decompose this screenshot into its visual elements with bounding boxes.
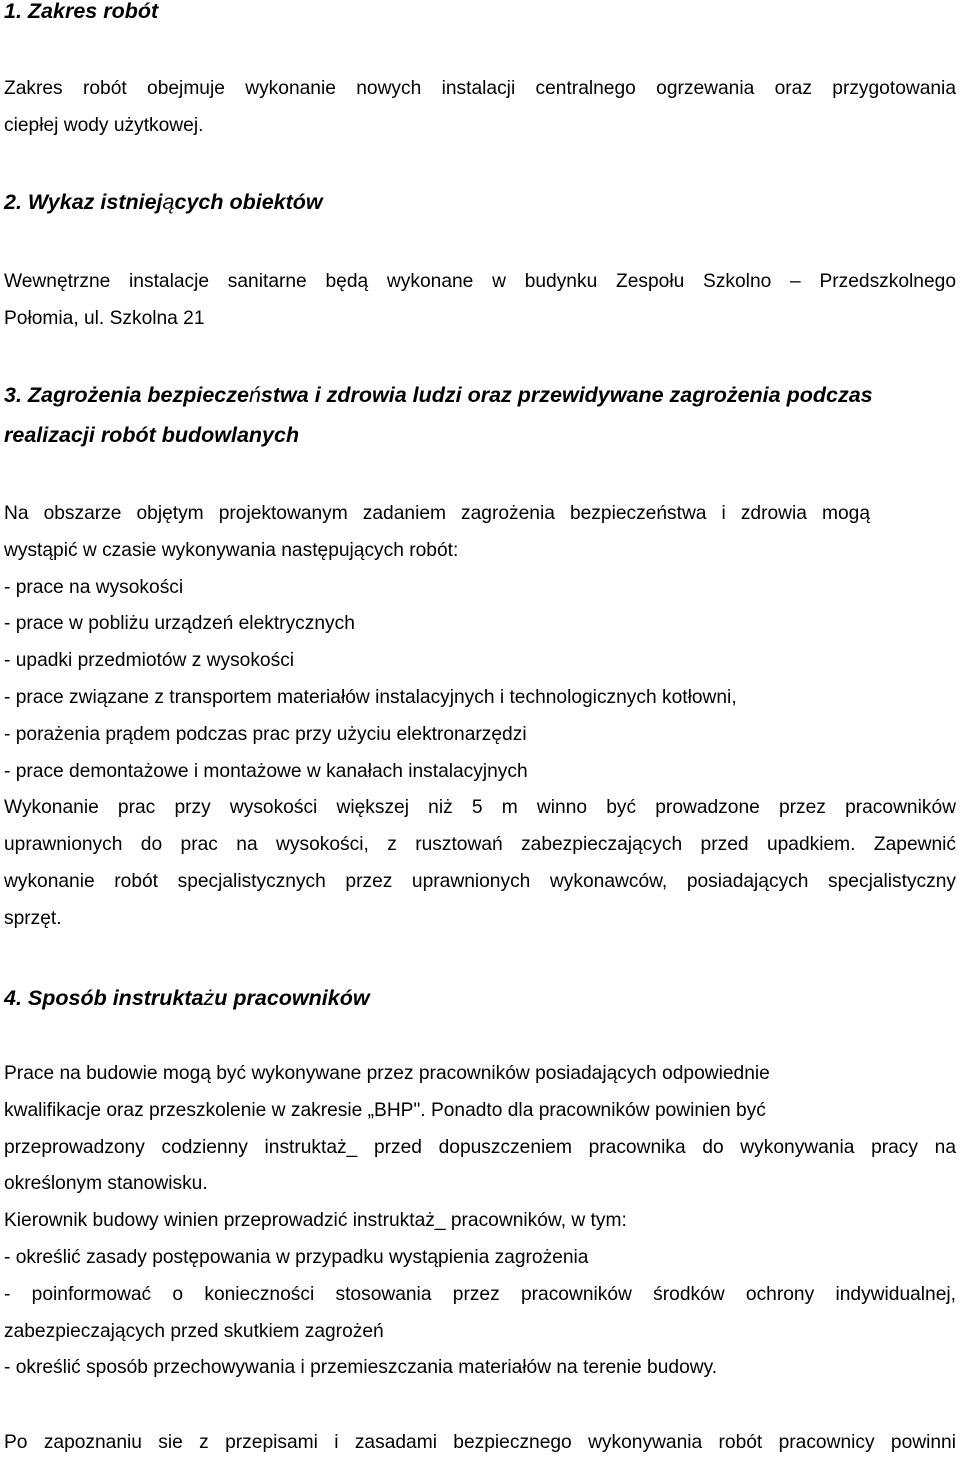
section-3-line-7: - porażenia prądem podczas prac przy użyciu elektronarzędzi [4, 723, 527, 745]
section-4-heading [4, 978, 956, 1018]
section-3-heading-line-1 [4, 375, 956, 415]
section-4-heading-text-a: 4. Sposób instrukta [4, 986, 204, 1010]
section-1-heading [4, 0, 956, 31]
section-3-heading-line-2: realizacji robót budowlanych [4, 423, 300, 447]
section-4-heading-text-b: ż [203, 986, 215, 1010]
section-3-line-2: wystąpić w czasie wykonywania następujących robót: [4, 539, 459, 561]
section-3-heading-text-b: ń [248, 383, 261, 407]
section-4-line-9: - określić sposób przechowywania i przemieszczania materiałów na terenie budowy. [4, 1357, 718, 1379]
section-4-line-6: - określić zasady postępowania w przypadku wystąpienia zagrożenia [4, 1246, 589, 1268]
section-2-heading-text-c: cych obiektów [174, 190, 323, 214]
section-4-paragraph-2 [4, 1425, 956, 1462]
section-3-line-8: - prace demontażowe i montażowe w kanałach instalacyjnych [4, 760, 528, 782]
section-2-heading [4, 182, 956, 222]
section-3-heading-text-a: 3. Zagrożenia bezpiecze [4, 383, 249, 407]
section-3-line-10: uprawnionych do prac na wysokości, z rusztowań zabezpieczających przed upadkiem. Zapewnić [4, 834, 956, 856]
section-4-heading-text-c: u pracowników [214, 986, 370, 1010]
section-4-line-1: Prace na budowie mogą być wykonywane przez pracowników posiadających odpowiednie [4, 1063, 770, 1084]
section-1-paragraph [4, 71, 956, 145]
section-4-line-3: przeprowadzony codzienny instruktaż_ przed dopuszczeniem pracownika do wykonywania pracy na [4, 1136, 956, 1158]
section-1-line-2: ciepłej wody użytkowej. [4, 114, 204, 136]
section-4-line-7: - poinformować o konieczności stosowania przez pracowników środków ochrony indywidualnej, [4, 1283, 956, 1305]
section-3-line-9: Wykonanie prac przy wysokości większej niż 5 m winno być prowadzone przez pracowników [4, 797, 956, 819]
section-2-line-2: Połomia, ul. Szkolna 21 [4, 307, 205, 329]
section-3-line-12: sprzęt. [4, 907, 62, 929]
section-3-paragraph [4, 496, 956, 938]
section-2-line-1: Wewnętrzne instalacje sanitarne będą wykonane w budynku Zespołu Szkolno – Przedszkolnego [4, 271, 956, 292]
section-4-line-5: Kierownik budowy winien przeprowadzić instruktaż_ pracowników, w tym: [4, 1210, 627, 1232]
section-4-line-10: Po zapoznaniu sie z przepisami i zasadami bezpiecznego wykonywania robót pracownicy powinni [4, 1432, 956, 1453]
section-1-heading-text: 1. Zakres robót [4, 0, 159, 23]
section-3-line-4: - prace w pobliżu urządzeń elektrycznych [4, 613, 355, 635]
section-1-line-1: Zakres robót obejmuje wykonanie nowych instalacji centralnego ogrzewania oraz przygotowania [4, 78, 956, 99]
section-3-line-6: - prace związane z transportem materiałów instalacyjnych i technologicznych kotłowni, [4, 686, 737, 708]
section-3-line-11: wykonanie robót specjalistycznych przez uprawnionych wykonawców, posiadających specjalistyczny [4, 870, 956, 892]
section-2-heading-text-b: ą [162, 190, 175, 214]
section-2-heading-text-a: 2. Wykaz istniej [4, 190, 163, 214]
section-4-line-8: zabezpieczających przed skutkiem zagrożeń [4, 1320, 384, 1342]
section-3-line-3: - prace na wysokości [4, 576, 184, 598]
section-2-paragraph [4, 264, 956, 338]
section-4-line-4: określonym stanowisku. [4, 1173, 208, 1195]
section-4-paragraph-1 [4, 1056, 956, 1387]
section-3-heading [4, 375, 956, 455]
section-3-line-1: Na obszarze objętym projektowanym zadaniem zagrożenia bezpieczeństwa i zdrowia mogą [4, 503, 870, 524]
section-4-line-2: kwalifikacje oraz przeszkolenie w zakresie „BHP". Ponadto dla pracowników powinien być [4, 1099, 766, 1121]
section-3-heading-text-c: stwa i zdrowia ludzi oraz przewidywane zagrożenia podczas [260, 383, 873, 407]
section-3-line-5: - upadki przedmiotów z wysokości [4, 650, 295, 672]
